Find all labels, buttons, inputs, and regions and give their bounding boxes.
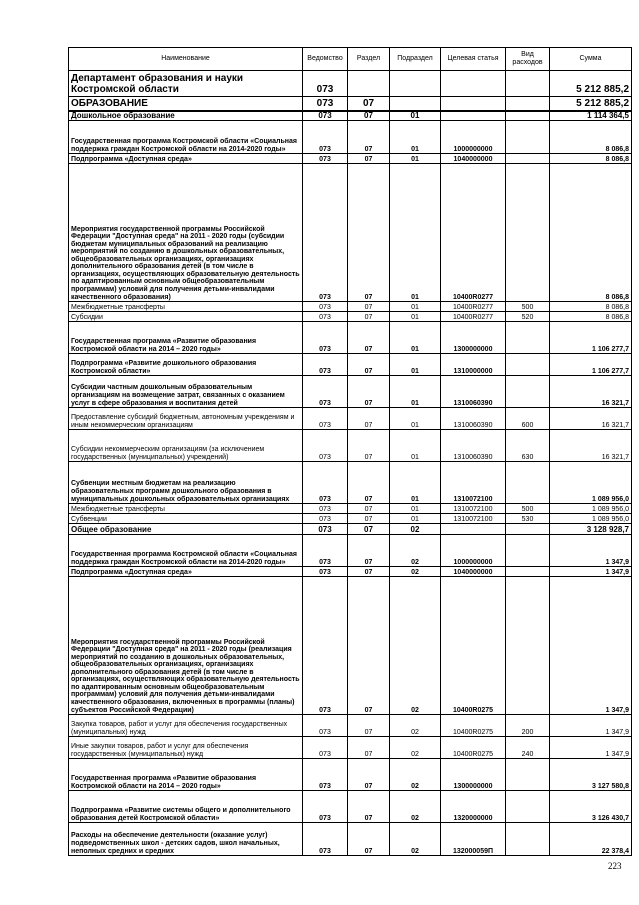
row-target: 1310060390 <box>441 376 506 408</box>
row-summa: 3 128 928,7 <box>550 524 632 535</box>
row-podrazdel: 02 <box>390 791 441 823</box>
row-vedomstvo: 073 <box>303 97 348 111</box>
row-summa: 1 347,9 <box>550 737 632 759</box>
row-summa: 1 089 956,0 <box>550 514 632 524</box>
row-vedomstvo: 073 <box>303 71 348 97</box>
row-razdel: 07 <box>348 302 390 312</box>
table-row <box>69 791 632 823</box>
row-target: 1040000000 <box>441 567 506 577</box>
row-vid <box>506 154 550 164</box>
row-vid <box>506 823 550 856</box>
row-summa: 3 127 580,8 <box>550 759 632 791</box>
table-header-row <box>69 48 632 71</box>
row-summa: 8 086,8 <box>550 154 632 164</box>
row-target: 1310060390 <box>441 408 506 430</box>
row-razdel: 07 <box>348 408 390 430</box>
row-vid <box>506 97 550 111</box>
row-vid <box>506 791 550 823</box>
row-name: Субвенции <box>69 514 303 524</box>
table-row <box>69 302 632 312</box>
row-target <box>441 71 506 97</box>
row-summa: 1 089 956,0 <box>550 462 632 504</box>
row-razdel: 07 <box>348 111 390 121</box>
row-target: 10400R0275 <box>441 737 506 759</box>
row-name: Расходы на обеспечение деятельности (оказание услуг) подведомственных школ - детских садов, школ начальных, неполных средних и средних <box>69 823 303 856</box>
row-vedomstvo: 073 <box>303 577 348 715</box>
row-vedomstvo: 073 <box>303 164 348 302</box>
row-target <box>441 111 506 121</box>
row-name: Предоставление субсидий бюджетным, автономным учреждениям и иным некоммерческим организациям <box>69 408 303 430</box>
row-razdel: 07 <box>348 737 390 759</box>
row-target: 132000059П <box>441 823 506 856</box>
row-razdel: 07 <box>348 823 390 856</box>
row-target: 10400R0277 <box>441 164 506 302</box>
row-summa: 1 089 956,0 <box>550 504 632 514</box>
row-razdel: 07 <box>348 524 390 535</box>
table-row <box>69 514 632 524</box>
row-razdel: 07 <box>348 759 390 791</box>
row-razdel: 07 <box>348 430 390 462</box>
row-name: Субсидии некоммерческим организациям (за исключением государственных (муниципальных) учреждений) <box>69 430 303 462</box>
row-razdel: 07 <box>348 577 390 715</box>
row-podrazdel: 01 <box>390 408 441 430</box>
row-razdel: 07 <box>348 322 390 354</box>
row-name: Государственная программа «Развитие образования Костромской области на 2014 – 2020 годы» <box>69 322 303 354</box>
row-target: 1300000000 <box>441 322 506 354</box>
row-vid <box>506 322 550 354</box>
row-target: 1300000000 <box>441 759 506 791</box>
table-row <box>69 504 632 514</box>
row-podrazdel: 01 <box>390 302 441 312</box>
row-vid <box>506 524 550 535</box>
row-target: 1000000000 <box>441 121 506 154</box>
row-target: 10400R0275 <box>441 577 506 715</box>
row-summa: 8 086,8 <box>550 164 632 302</box>
row-name: Иные закупки товаров, работ и услуг для обеспечения государственных (муниципальных) нужд <box>69 737 303 759</box>
row-summa: 8 086,8 <box>550 121 632 154</box>
table-row <box>69 111 632 121</box>
row-podrazdel: 01 <box>390 504 441 514</box>
row-razdel <box>348 71 390 97</box>
row-vedomstvo: 073 <box>303 312 348 322</box>
table-body <box>69 71 632 856</box>
table-row <box>69 312 632 322</box>
row-razdel: 07 <box>348 154 390 164</box>
row-vid: 200 <box>506 715 550 737</box>
row-name: Государственная программа «Развитие образования Костромской области на 2014 – 2020 годы» <box>69 759 303 791</box>
row-name: Межбюджетные трансферты <box>69 302 303 312</box>
table-row <box>69 715 632 737</box>
col-header-target: Целевая статья <box>441 48 506 71</box>
row-summa: 5 212 885,2 <box>550 71 632 97</box>
row-vedomstvo: 073 <box>303 154 348 164</box>
row-razdel: 07 <box>348 164 390 302</box>
row-vedomstvo: 073 <box>303 462 348 504</box>
row-razdel: 07 <box>348 514 390 524</box>
row-vid <box>506 121 550 154</box>
row-target: 1040000000 <box>441 154 506 164</box>
row-summa: 1 347,9 <box>550 567 632 577</box>
row-vedomstvo: 073 <box>303 715 348 737</box>
row-summa: 8 086,8 <box>550 312 632 322</box>
row-podrazdel <box>390 71 441 97</box>
col-header-vedomstvo: Ведомство <box>303 48 348 71</box>
row-vedomstvo: 073 <box>303 791 348 823</box>
row-vedomstvo: 073 <box>303 121 348 154</box>
table-row <box>69 71 632 97</box>
row-name: Межбюджетные трансферты <box>69 504 303 514</box>
table-row <box>69 759 632 791</box>
table-row <box>69 462 632 504</box>
col-header-name: Наименование <box>69 48 303 71</box>
row-podrazdel: 02 <box>390 535 441 567</box>
row-vid <box>506 462 550 504</box>
col-header-podrazdel: Подраздел <box>390 48 441 71</box>
row-vedomstvo: 073 <box>303 504 348 514</box>
table-row <box>69 567 632 577</box>
row-vedomstvo: 073 <box>303 514 348 524</box>
row-name: Общее образование <box>69 524 303 535</box>
row-name: Государственная программа Костромской области «Социальная поддержка граждан Костромской области на 2014-2020 годы» <box>69 535 303 567</box>
row-target: 1310072100 <box>441 514 506 524</box>
table-row <box>69 535 632 567</box>
row-name: Субсидии <box>69 312 303 322</box>
row-vid <box>506 111 550 121</box>
row-podrazdel: 02 <box>390 759 441 791</box>
row-summa: 16 321,7 <box>550 430 632 462</box>
row-podrazdel: 02 <box>390 737 441 759</box>
row-name: Подпрограмма «Развитие дошкольного образования Костромской области» <box>69 354 303 376</box>
table-row <box>69 376 632 408</box>
row-name: Подпрограмма «Доступная среда» <box>69 154 303 164</box>
row-vid <box>506 577 550 715</box>
row-summa: 1 114 364,5 <box>550 111 632 121</box>
row-vid: 630 <box>506 430 550 462</box>
row-podrazdel: 01 <box>390 376 441 408</box>
row-target: 10400R0277 <box>441 312 506 322</box>
table-row <box>69 823 632 856</box>
row-vedomstvo: 073 <box>303 111 348 121</box>
row-summa: 22 378,4 <box>550 823 632 856</box>
row-target: 1320000000 <box>441 791 506 823</box>
row-razdel: 07 <box>348 567 390 577</box>
col-header-vid: Вид расходов <box>506 48 550 71</box>
row-summa: 1 347,9 <box>550 535 632 567</box>
row-razdel: 07 <box>348 312 390 322</box>
row-target: 1310072100 <box>441 462 506 504</box>
row-razdel: 07 <box>348 535 390 567</box>
table-row <box>69 430 632 462</box>
budget-table <box>68 47 632 856</box>
row-podrazdel: 01 <box>390 462 441 504</box>
row-name: Дошкольное образование <box>69 111 303 121</box>
row-vedomstvo: 073 <box>303 759 348 791</box>
row-summa: 16 321,7 <box>550 408 632 430</box>
row-vid <box>506 759 550 791</box>
table-row <box>69 524 632 535</box>
row-target <box>441 97 506 111</box>
row-podrazdel: 01 <box>390 322 441 354</box>
row-summa: 1 347,9 <box>550 577 632 715</box>
row-vid: 240 <box>506 737 550 759</box>
row-razdel: 07 <box>348 462 390 504</box>
col-header-razdel: Раздел <box>348 48 390 71</box>
row-summa: 5 212 885,2 <box>550 97 632 111</box>
row-summa: 8 086,8 <box>550 302 632 312</box>
row-podrazdel: 02 <box>390 715 441 737</box>
row-razdel: 07 <box>348 504 390 514</box>
table-row <box>69 737 632 759</box>
row-target <box>441 524 506 535</box>
row-podrazdel: 01 <box>390 164 441 302</box>
row-vedomstvo: 073 <box>303 430 348 462</box>
row-summa: 1 347,9 <box>550 715 632 737</box>
row-vedomstvo: 073 <box>303 322 348 354</box>
row-target: 1310072100 <box>441 504 506 514</box>
row-name: Подпрограмма «Развитие системы общего и дополнительного образования детей Костромской области» <box>69 791 303 823</box>
row-name: Мероприятия государственной программы Российской Федерации "Доступная среда" на 2011 - 2020 годы (реализация мероприятий по созданию в дошкольных образовательных, общеобразовательных организациях, организациях дополнительного образования детей (в том числе в организациях, осуществляющих образовательную деятельность по адаптированным основным общеобразовательным программам) условий для получения детьми-инвалидами качественного образования, включенных в программы (планы) субъектов Российской Федерации) <box>69 577 303 715</box>
row-vid: 530 <box>506 514 550 524</box>
row-podrazdel: 01 <box>390 154 441 164</box>
row-vedomstvo: 073 <box>303 376 348 408</box>
col-header-summa: Сумма <box>550 48 632 71</box>
row-razdel: 07 <box>348 97 390 111</box>
row-target: 1310060390 <box>441 430 506 462</box>
table-row <box>69 577 632 715</box>
row-vedomstvo: 073 <box>303 302 348 312</box>
row-vid: 600 <box>506 408 550 430</box>
row-podrazdel: 02 <box>390 524 441 535</box>
row-name: Закупка товаров, работ и услуг для обеспечения государственных (муниципальных) нужд <box>69 715 303 737</box>
row-razdel: 07 <box>348 354 390 376</box>
row-podrazdel: 01 <box>390 121 441 154</box>
row-name: Подпрограмма «Доступная среда» <box>69 567 303 577</box>
row-name: Государственная программа Костромской области «Социальная поддержка граждан Костромской области на 2014-2020 годы» <box>69 121 303 154</box>
row-vedomstvo: 073 <box>303 567 348 577</box>
row-vid <box>506 376 550 408</box>
row-target: 10400R0275 <box>441 715 506 737</box>
row-podrazdel: 01 <box>390 111 441 121</box>
row-vid: 520 <box>506 312 550 322</box>
row-podrazdel: 02 <box>390 567 441 577</box>
table-row <box>69 354 632 376</box>
row-vedomstvo: 073 <box>303 823 348 856</box>
row-target: 10400R0277 <box>441 302 506 312</box>
row-name: Субвенции местным бюджетам на реализацию образовательных программ дошкольного образования в муниципальных дошкольных образовательных организациях <box>69 462 303 504</box>
row-podrazdel: 02 <box>390 577 441 715</box>
row-razdel: 07 <box>348 715 390 737</box>
table-row <box>69 121 632 154</box>
row-target: 1310000000 <box>441 354 506 376</box>
row-podrazdel: 01 <box>390 430 441 462</box>
row-name: Департамент образования и науки Костромской области <box>69 71 303 97</box>
table-row <box>69 164 632 302</box>
table-row <box>69 154 632 164</box>
row-razdel: 07 <box>348 121 390 154</box>
row-vid <box>506 71 550 97</box>
row-vid: 500 <box>506 504 550 514</box>
row-vedomstvo: 073 <box>303 737 348 759</box>
table-row <box>69 322 632 354</box>
row-name: Мероприятия государственной программы Российской Федерации "Доступная среда" на 2011 - 2020 годы (субсидии бюджетам муниципальных образований на реализацию мероприятий по созданию в дошкольных образовательных, общеобразовательных организациях, организациях дополнительного образования детей (в том числе в организациях, осуществляющих образовательную деятельность по адаптированным основным общеобразовательным программам) условий для получения детьми-инвалидами качественного образования) <box>69 164 303 302</box>
row-summa: 3 126 430,7 <box>550 791 632 823</box>
row-vedomstvo: 073 <box>303 354 348 376</box>
table-row <box>69 97 632 111</box>
row-name: ОБРАЗОВАНИЕ <box>69 97 303 111</box>
row-vid <box>506 535 550 567</box>
row-summa: 1 106 277,7 <box>550 322 632 354</box>
row-vid: 500 <box>506 302 550 312</box>
row-vid <box>506 354 550 376</box>
row-podrazdel: 02 <box>390 823 441 856</box>
row-podrazdel <box>390 97 441 111</box>
row-vedomstvo: 073 <box>303 408 348 430</box>
row-vid <box>506 164 550 302</box>
row-vid <box>506 567 550 577</box>
row-summa: 16 321,7 <box>550 376 632 408</box>
table-row <box>69 408 632 430</box>
row-vedomstvo: 073 <box>303 524 348 535</box>
row-razdel: 07 <box>348 376 390 408</box>
row-razdel: 07 <box>348 791 390 823</box>
row-podrazdel: 01 <box>390 514 441 524</box>
row-name: Субсидии частным дошкольным образовательным организациям на возмещение затрат, связанных с оказанием услуг в сфере образования и воспитания детей <box>69 376 303 408</box>
row-vedomstvo: 073 <box>303 535 348 567</box>
row-podrazdel: 01 <box>390 312 441 322</box>
row-summa: 1 106 277,7 <box>550 354 632 376</box>
row-podrazdel: 01 <box>390 354 441 376</box>
page-number: 223 <box>608 861 622 871</box>
row-target: 1000000000 <box>441 535 506 567</box>
